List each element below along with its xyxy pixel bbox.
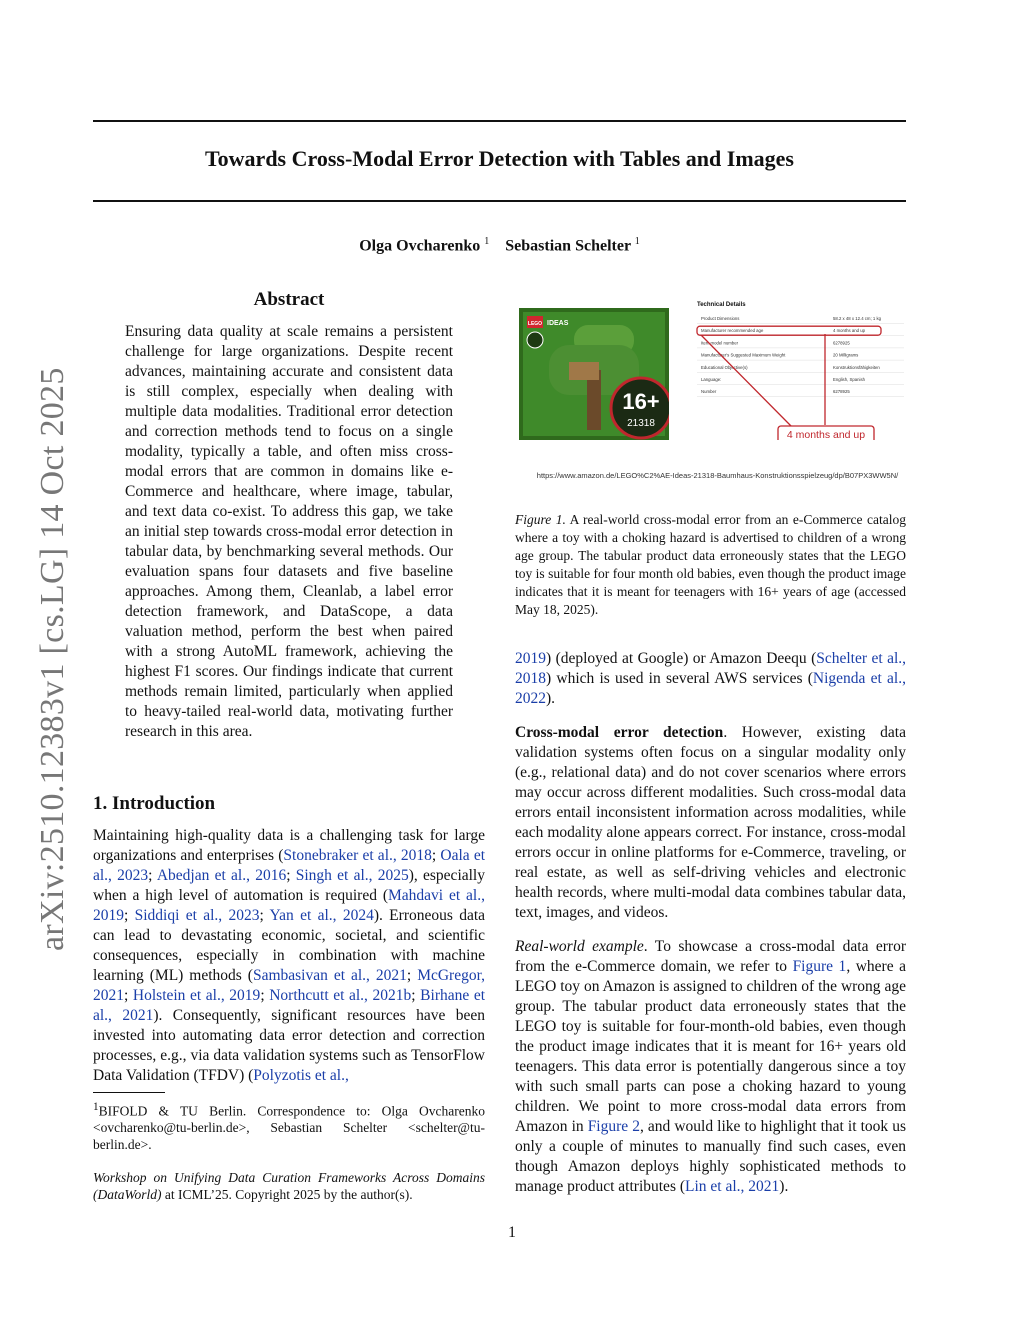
citation-link[interactable]: Siddiqi et al., 2023 [134,907,260,924]
table-row-label: Item model number [701,340,739,346]
author-affiliation: 1 [634,236,640,247]
table-row-value: 6278925 [833,389,850,395]
paragraph-text: ; [411,987,421,1004]
paragraph-text: ) which is used in several AWS services ( [546,670,813,687]
footnote-marker: 1 [93,1101,99,1113]
paragraph-text: ; [148,867,157,884]
paper-title: Towards Cross-Modal Error Detection with Tables and Images [205,146,794,171]
table-row-label: Manufacturer recommended age [701,328,764,334]
caption-text: A real-world cross-modal error from an e-Commerce catalog where a toy with a choking hazard is advertised to children of a wrong age group. The tabular product data erroneously states that the LEGO toy is suitable for four month old babies, even though the product image indicates that it is meant for teenagers with 16+ years of age (accessed May 18, 2025). [515,512,906,617]
paragraph-text: , where a LEGO toy on Amazon is assigned to children of the wrong age group. The tabular product data erroneously states that the LEGO toy is suitable for four-month-old babies, even though the product image indicates that it is meant for 16+ years old teenagers. This data error is potentially dangerous since a toy with such small parts can pose a choking hazard to young children. We point to more cross-modal data errors from Amazon in [515,958,906,1135]
table-row-label: Number [701,389,717,395]
table-row-value: 6278925 [833,340,850,346]
table-row-label: Product Dimensions [701,316,740,321]
citation-link[interactable]: Birhane et al., 2021 [93,987,486,1024]
citation-link[interactable]: Nigenda et al., 2022 [515,670,906,707]
citation-link[interactable]: Singh et al., 2025 [295,867,409,884]
footnote-text: BIFOLD & TU Berlin. Correspondence to: Olga Ovcharenko <ovcharenko@tu-berlin.de>, Sebastian Schelter <schelter@tu-berlin.de>. [93,1103,485,1152]
tree-house [569,362,599,380]
lego-product-photo [519,300,669,440]
author-name: Olga Ovcharenko [359,237,481,255]
paragraph-text: Maintaining high-quality data is a challenging task for large organizations and enterprises ( [93,827,485,864]
citation-link[interactable]: Holstein et al., 2019 [132,987,261,1004]
figure-1 [515,300,906,480]
ideas-label: IDEAS [547,320,569,327]
paragraph-lead: Cross-modal error detection [515,724,724,741]
title-rule-top [93,120,906,122]
paragraph-text: ), especially when a high level of automation is required ( [93,867,485,904]
real-world-example-paragraph [515,937,906,1197]
paragraph-text: ; [286,867,296,884]
table-row-label: Manufacturer's Suggested Maximum Weight [701,352,786,358]
page-number: 1 [508,1224,516,1241]
paragraph-text: , and would like to highlight that it took us only a couple of minutes to manually find such cases, even though Amazon deploys highly sophisticated methods to manage product attributes ( [515,1118,906,1195]
cross-modal-paragraph [515,723,906,923]
citation-link[interactable]: Abedjan et al., 2016 [156,867,287,884]
paragraph-text: ; [406,967,418,984]
citation-link[interactable]: Yan et al., 2024 [269,907,374,924]
table-rows [697,316,904,397]
citation-link[interactable]: 2019 [515,650,546,667]
continued-paragraph [515,649,906,709]
figure-source-url: https://www.amazon.de/LEGO%C2%AE-Ideas-21318-Baumhaus-Konstruktionsspielzeug/dp/B07PX3WW5N/ [536,471,899,480]
abstract-heading: Abstract [253,289,325,310]
paragraph-text: ; [431,847,441,864]
arxiv-stamp: arXiv:2510.12383v1 [cs.LG] 14 Oct 2025 [34,367,71,951]
citation-link[interactable]: Mahdavi et al., 2019 [93,887,485,924]
paragraph-text: ; [124,987,133,1004]
left-column [93,290,485,1203]
citation-link[interactable]: Figure 2 [587,1118,640,1135]
paragraph-text: ). Erroneous data can lead to devastating economic, societal, and scientific consequences, especially in combination with machine learning (ML) methods ( [93,907,486,984]
citation-link[interactable]: Oala et al., 2023 [93,847,486,884]
table-row-value: 58.2 x 48 x 12.4 cm; 1 kg [833,316,882,321]
author-name: Sebastian Schelter [505,237,631,255]
lego-logo-text: LEGO [527,321,543,327]
footnote [93,1099,485,1153]
footnote-divider [93,1092,165,1093]
abstract-text: Ensuring data quality at scale remains a persistent challenge for large organizations. Despite recent advances, maintaining accurate and consistent data is still complex, especially when dealing with multiple data modalities. Traditional error detection and correction methods tend to focus on a single modality, typically a table, and often miss cross-modal errors that are common in domains like e-Commerce and healthcare, where image, tabular, and text data co-exist. To address this gap, we take an initial step towards cross-modal error detection in tabular data, by benchmarking several methods. Our evaluation spans four datasets and five baseline approaches. Among them, Cleanlab, a label error detection framework, and DataScope, a data valuation method, perform the best when paired with a strong AutoML framework, achieving the highest F1 scores. Our findings indicate that current methods remain limited, particularly when applied to heavy-tailed real-world data, motivating further research in this area. [125,323,453,740]
paragraph-text: ; [124,907,135,924]
title-rule-bottom [93,200,906,202]
table-title: Technical Details [697,302,746,308]
table-row-value: 4 months and up [833,328,866,334]
intro-paragraph [93,826,485,1086]
paragraph-text: ). [546,690,556,707]
paragraph-lead: Real-world example [515,938,644,955]
paragraph-text: ). [779,1178,789,1195]
right-column [515,300,906,1197]
table-row-value: 20 Milligrams [833,352,859,358]
technical-details-table [693,300,906,440]
citation-link[interactable]: Lin et al., 2021 [685,1178,780,1195]
copyright-text: at ICML’25. Copyright 2025 by the author(s). [161,1187,413,1202]
citation-link[interactable]: Northcutt et al., 2021b [269,987,412,1004]
paragraph-text: ; [260,987,270,1004]
citation-link[interactable]: McGregor, 2021 [93,967,486,1004]
citation-link[interactable]: Stonebraker et al., 2018 [283,847,432,864]
paragraph-text: ) (deployed at Google) or Amazon Deequ ( [546,650,817,667]
citation-link[interactable]: Figure 1 [792,958,847,975]
paragraph-text: ; [259,907,270,924]
table-row-value: Konstruktionsfähigkeiten [833,364,880,370]
table-row-value: English, Spanish [833,377,866,382]
age-badge-text: 16+ [622,389,660,414]
table-row-label: Language: [701,377,722,382]
table-row-label: Educational Objective(s) [701,364,748,370]
figure-caption [515,511,906,619]
paragraph-text: ). Consequently, significant resources have been invested into automating data error detection and correction processes, e.g., via data validation systems such as TensorFlow Data Validation (TFDV) ( [93,1007,485,1084]
age-callout-text: 4 months and up [786,429,866,440]
citation-link[interactable]: Polyzotis et al., [253,1067,349,1084]
citation-link[interactable]: Schelter et al., 2018 [515,650,906,687]
citation-link[interactable]: Sambasivan et al., 2021 [252,967,407,984]
workshop-name: Workshop on Unifying Data Curation Frameworks Across Domains (DataWorld) [93,1170,485,1202]
paragraph-text: . To showcase a cross-modal data error from the e-Commerce domain, we refer to [515,938,906,975]
section-heading: 1. Introduction [93,793,216,814]
paragraph-text: . However, existing data validation systems often focus on a singular modality only (e.g., relational data) and do not cover scenarios where errors may occur across different modalities. Such cross-modal data errors entail inconsistent information across modalities, while each modality alone appears correct. For instance, cross-modal errors occur in online platforms for e-Commerce, traveling, or real estate, as well as self-driving vehicles and electronic health records, where multi-modal data combines tabular data, text, images, and videos. [515,724,906,921]
set-number-text: 21318 [627,418,655,429]
author-list [93,236,906,255]
age-badge-small [527,332,543,348]
figure-label: Figure 1. [515,512,566,527]
workshop-notice [93,1169,485,1203]
author-affiliation: 1 [484,236,490,247]
